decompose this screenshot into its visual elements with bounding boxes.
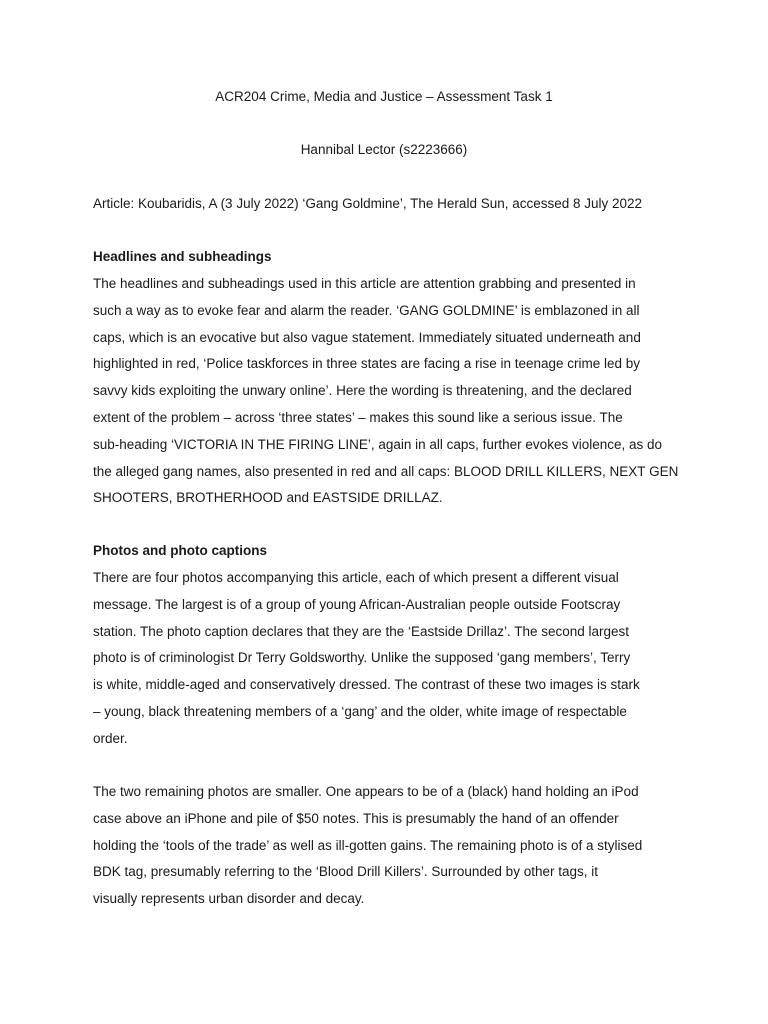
paragraph-line: The headlines and subheadings used in this article are attention grabbing and presented in xyxy=(93,276,636,291)
section-heading-photos: Photos and photo captions xyxy=(93,543,267,558)
paragraph-line: There are four photos accompanying this article, each of which present a different visual xyxy=(93,570,619,585)
paragraph-line: case above an iPhone and pile of $50 notes. This is presumably the hand of an offender xyxy=(93,810,619,826)
paragraph-line: SHOOTERS, BROTHERHOOD and EASTSIDE DRILLAZ. xyxy=(93,490,443,506)
paragraph-line: visually represents urban disorder and decay. xyxy=(93,891,365,907)
article-citation: Article: Koubaridis, A (3 July 2022) ‘Gang Goldmine’, The Herald Sun, accessed 8 July 2022 xyxy=(93,196,643,211)
paragraph-line: sub-heading ‘VICTORIA IN THE FIRING LINE’, again in all caps, further evokes violence, as do xyxy=(93,436,663,452)
document-title: ACR204 Crime, Media and Justice – Assessment Task 1 xyxy=(215,89,553,104)
paragraph-line: order. xyxy=(93,730,128,746)
paragraph-line: – young, black threatening members of a ‘gang’ and the older, white image of respectable xyxy=(93,703,627,719)
paragraph-photos-2 xyxy=(93,782,642,916)
paragraph-line: message. The largest is of a group of young African-Australian people outside Footscray xyxy=(93,596,621,612)
paragraph-line: BDK tag, presumably referring to the ‘Blood Drill Killers’. Surrounded by other tags, it xyxy=(93,864,598,880)
paragraph-line: such a way as to evoke fear and alarm the reader. ‘GANG GOLDMINE’ is emblazoned in all xyxy=(93,302,640,318)
paragraph-line: photo is of criminologist Dr Terry Goldsworthy. Unlike the supposed ‘gang members’, Terry xyxy=(93,650,631,666)
paragraph-line: The two remaining photos are smaller. One appears to be of a (black) hand holding an iPod xyxy=(93,784,639,799)
paragraph-headlines xyxy=(93,274,678,515)
paragraph-line: extent of the problem – across ‘three states’ – makes this sound like a serious issue. The xyxy=(93,409,623,425)
section-heading-headlines: Headlines and subheadings xyxy=(93,249,272,264)
paragraph-line: is white, middle-aged and conservatively dressed. The contrast of these two images is stark xyxy=(93,677,640,693)
paragraph-line: holding the ‘tools of the trade’ as well as ill-gotten gains. The remaining photo is of a stylised xyxy=(93,837,643,853)
paragraph-line: savvy kids exploiting the unwary online’. Here the wording is threatening, and the declared xyxy=(93,383,632,399)
paragraph-line: caps, which is an evocative but also vague statement. Immediately situated underneath and xyxy=(93,329,641,345)
paragraph-line: station. The photo caption declares that they are the ‘Eastside Drillaz’. The second largest xyxy=(93,623,630,639)
author-line: Hannibal Lector (s2223666) xyxy=(300,142,468,157)
paragraph-line: the alleged gang names, also presented in red and all caps: BLOOD DRILL KILLERS, NEXT GEN xyxy=(93,463,679,479)
paragraph-line: highlighted in red, ‘Police taskforces in three states are facing a rise in teenage crime led by xyxy=(93,356,641,372)
paragraph-photos-1 xyxy=(93,568,640,756)
